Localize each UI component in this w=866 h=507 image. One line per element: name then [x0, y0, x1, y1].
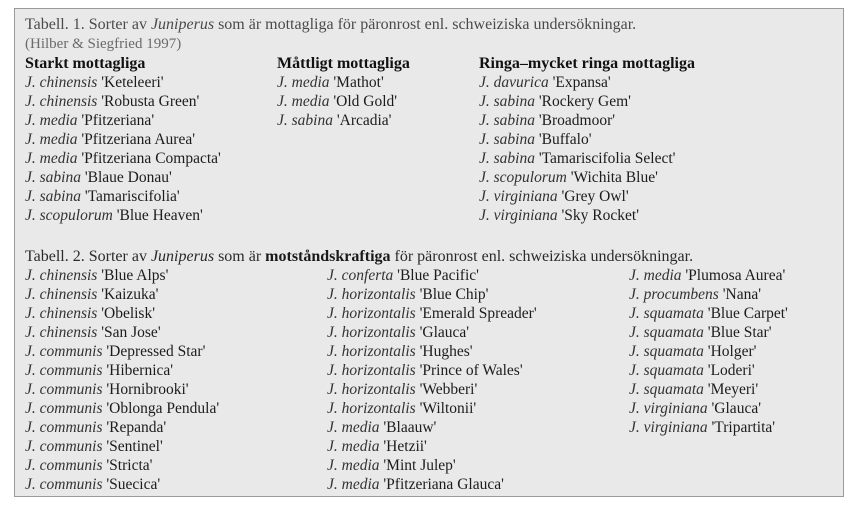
- cultivar-name: 'Plumosa Aurea': [685, 267, 786, 284]
- juniperus-tables-panel: [14, 8, 844, 497]
- list-item: [277, 111, 410, 130]
- cultivar-name: 'Blue Pacific': [397, 267, 479, 284]
- column-header: Måttligt mottagliga: [277, 55, 410, 72]
- species-name: J. sabina: [479, 112, 535, 129]
- list-item: [25, 92, 221, 111]
- cultivar-name: 'Buffalo': [538, 131, 592, 148]
- cultivar-name: 'Loderi': [707, 362, 755, 379]
- table1-citation: (Hilber & Siegfried 1997): [25, 36, 182, 52]
- cultivar-name: 'Glauca': [711, 400, 761, 417]
- cultivar-name: 'Blaue Donau': [84, 169, 172, 186]
- list-item: [327, 456, 537, 475]
- species-name: J. sabina: [479, 150, 535, 167]
- list-item: [629, 399, 788, 418]
- cultivar-name: 'Pfitzeriana Compacta': [81, 150, 221, 167]
- cultivar-name: 'Wiltonii': [419, 400, 477, 417]
- species-name: J. horizontalis: [327, 305, 416, 322]
- list-item: [327, 418, 537, 437]
- species-name: J. media: [25, 131, 78, 148]
- cultivar-name: 'Webberi': [419, 381, 478, 398]
- species-name: J. virginiana: [629, 419, 708, 436]
- list-item: [629, 361, 788, 380]
- cultivar-name: 'Mathot': [333, 74, 384, 91]
- list-item: [25, 168, 221, 187]
- species-name: J. squamata: [629, 324, 704, 341]
- cultivar-name: 'Hetzii': [383, 438, 427, 455]
- species-name: J. sabina: [25, 169, 81, 186]
- cultivar-name: 'Keteleeri': [101, 74, 164, 91]
- species-name: J. davurica: [479, 74, 549, 91]
- list-item: [629, 418, 788, 437]
- species-name: J. chinensis: [25, 286, 98, 303]
- table1-caption-suffix: som är mottagliga för päronrost enl. schweiziska undersökningar.: [214, 16, 637, 33]
- list-item: [327, 304, 537, 323]
- cultivar-name: 'Sentinel': [106, 438, 163, 455]
- table1-caption-genus: Juniperus: [150, 16, 215, 33]
- species-name: J. communis: [25, 381, 103, 398]
- list-item: [327, 285, 537, 304]
- list-item: [479, 206, 695, 225]
- cultivar-name: 'Blue Chip': [419, 286, 489, 303]
- table2-caption-prefix: Tabell. 2. Sorter av: [25, 248, 151, 265]
- cultivar-name: 'Kaizuka': [101, 286, 159, 303]
- species-name: J. communis: [25, 476, 103, 493]
- species-name: J. virginiana: [479, 207, 558, 224]
- list-item: [327, 399, 537, 418]
- species-name: J. communis: [25, 438, 103, 455]
- species-name: J. scopulorum: [479, 169, 567, 186]
- cultivar-name: 'Meyeri': [707, 381, 759, 398]
- list-item: [327, 437, 537, 456]
- species-name: J. media: [327, 457, 380, 474]
- list-item: [277, 92, 410, 111]
- species-name: J. communis: [25, 400, 103, 417]
- species-name: J. communis: [25, 457, 103, 474]
- species-name: J. conferta: [327, 267, 394, 284]
- species-name: J. communis: [25, 343, 103, 360]
- list-item: [629, 285, 788, 304]
- table2-column-3: [629, 266, 788, 437]
- list-item: [629, 304, 788, 323]
- species-name: J. chinensis: [25, 93, 98, 110]
- table1-column-strongly-susceptible: [25, 54, 221, 225]
- list-item: [25, 73, 221, 92]
- species-name: J. virginiana: [629, 400, 708, 417]
- table2-caption-bold: motståndskraftiga: [265, 248, 391, 265]
- list-item: [25, 111, 221, 130]
- species-name: J. media: [327, 438, 380, 455]
- column-header: Starkt mottagliga: [25, 55, 146, 72]
- list-item: [629, 380, 788, 399]
- cultivar-name: 'Rockery Gem': [538, 93, 631, 110]
- cultivar-name: 'Emerald Spreader': [419, 305, 537, 322]
- species-name: J. horizontalis: [327, 324, 416, 341]
- list-item: [479, 168, 695, 187]
- cultivar-name: 'Broadmoor': [538, 112, 616, 129]
- table1-caption-prefix: Tabell. 1. Sorter av: [25, 16, 151, 33]
- list-item: [25, 130, 221, 149]
- list-item: [25, 418, 219, 437]
- species-name: J. media: [25, 150, 78, 167]
- cultivar-name: 'Expansa': [552, 74, 611, 91]
- cultivar-name: 'Holger': [707, 343, 757, 360]
- list-item: [479, 130, 695, 149]
- cultivar-name: 'Glauca': [419, 324, 470, 341]
- list-item: [25, 266, 219, 285]
- species-name: J. chinensis: [25, 324, 98, 341]
- list-item: [25, 323, 219, 342]
- cultivar-name: 'Blue Carpet': [707, 305, 788, 322]
- species-name: J. communis: [25, 362, 103, 379]
- table2-caption-genus: Juniperus: [150, 248, 215, 265]
- list-item: [25, 285, 219, 304]
- species-name: J. sabina: [479, 93, 535, 110]
- list-item: [25, 187, 221, 206]
- cultivar-name: 'Repanda': [106, 419, 167, 436]
- cultivar-name: 'Old Gold': [333, 93, 398, 110]
- cultivar-name: 'Robusta Green': [101, 93, 200, 110]
- cultivar-name: 'Tamariscifolia Select': [538, 150, 676, 167]
- species-name: J. communis: [25, 419, 103, 436]
- table1-caption: [25, 15, 636, 34]
- cultivar-name: 'Depressed Star': [106, 343, 206, 360]
- cultivar-name: 'Arcadia': [336, 112, 392, 129]
- list-item: [327, 342, 537, 361]
- list-item: [25, 399, 219, 418]
- species-name: J. media: [277, 74, 330, 91]
- cultivar-name: 'Prince of Wales': [419, 362, 523, 379]
- list-item: [25, 304, 219, 323]
- species-name: J. virginiana: [479, 188, 558, 205]
- table2-column-2: [327, 266, 537, 494]
- cultivar-name: 'Tripartita': [711, 419, 776, 436]
- list-item: [25, 456, 219, 475]
- list-item: [25, 380, 219, 399]
- species-name: J. horizontalis: [327, 400, 416, 417]
- table2-caption-middle: som är: [214, 248, 266, 265]
- species-name: J. media: [25, 112, 78, 129]
- cultivar-name: 'Hughes': [419, 343, 473, 360]
- cultivar-name: 'Oblonga Pendula': [106, 400, 220, 417]
- list-item: [629, 266, 788, 285]
- table2-caption: [25, 247, 693, 266]
- table1-column-low-susceptible: [479, 54, 695, 225]
- species-name: J. sabina: [277, 112, 333, 129]
- list-item: [277, 73, 410, 92]
- cultivar-name: 'Pfitzeriana Glauca': [383, 476, 504, 493]
- list-item: [479, 149, 695, 168]
- list-item: [479, 92, 695, 111]
- list-item: [479, 187, 695, 206]
- cultivar-name: 'Stricta': [106, 457, 153, 474]
- cultivar-name: 'San Jose': [101, 324, 161, 341]
- list-item: [327, 380, 537, 399]
- species-name: J. scopulorum: [25, 207, 113, 224]
- table2-column-1: [25, 266, 219, 494]
- cultivar-name: 'Wichita Blue': [570, 169, 658, 186]
- species-name: J. chinensis: [25, 74, 98, 91]
- cultivar-name: 'Hibernica': [106, 362, 174, 379]
- cultivar-name: 'Obelisk': [101, 305, 156, 322]
- list-item: [25, 149, 221, 168]
- list-item: [25, 206, 221, 225]
- species-name: J. horizontalis: [327, 381, 416, 398]
- species-name: J. squamata: [629, 305, 704, 322]
- list-item: [479, 111, 695, 130]
- list-item: [25, 475, 219, 494]
- species-name: J. squamata: [629, 381, 704, 398]
- species-name: J. media: [629, 267, 682, 284]
- species-name: J. horizontalis: [327, 343, 416, 360]
- species-name: J. media: [327, 476, 380, 493]
- species-name: J. chinensis: [25, 305, 98, 322]
- cultivar-name: 'Mint Julep': [383, 457, 456, 474]
- list-item: [479, 73, 695, 92]
- table1-column-moderately-susceptible: [277, 54, 410, 130]
- list-item: [327, 361, 537, 380]
- cultivar-name: 'Blaauw': [383, 419, 437, 436]
- cultivar-name: 'Blue Alps': [101, 267, 169, 284]
- species-name: J. horizontalis: [327, 286, 416, 303]
- list-item: [25, 342, 219, 361]
- list-item: [327, 266, 537, 285]
- species-name: J. chinensis: [25, 267, 98, 284]
- cultivar-name: 'Nana': [722, 286, 761, 303]
- species-name: J. squamata: [629, 343, 704, 360]
- species-name: J. sabina: [25, 188, 81, 205]
- cultivar-name: 'Blue Star': [707, 324, 772, 341]
- list-item: [629, 342, 788, 361]
- list-item: [629, 323, 788, 342]
- species-name: J. sabina: [479, 131, 535, 148]
- species-name: J. media: [327, 419, 380, 436]
- species-name: J. horizontalis: [327, 362, 416, 379]
- list-item: [327, 475, 537, 494]
- cultivar-name: 'Blue Heaven': [116, 207, 203, 224]
- list-item: [25, 361, 219, 380]
- cultivar-name: 'Hornibrooki': [106, 381, 189, 398]
- list-item: [327, 323, 537, 342]
- species-name: J. squamata: [629, 362, 704, 379]
- list-item: [25, 437, 219, 456]
- table2-caption-suffix: för päronrost enl. schweiziska undersökningar.: [390, 248, 694, 265]
- cultivar-name: 'Pfitzeriana Aurea': [81, 131, 195, 148]
- cultivar-name: 'Tamariscifolia': [84, 188, 180, 205]
- cultivar-name: 'Pfitzeriana': [81, 112, 155, 129]
- cultivar-name: 'Sky Rocket': [561, 207, 640, 224]
- species-name: J. media: [277, 93, 330, 110]
- cultivar-name: 'Suecica': [106, 476, 161, 493]
- column-header: Ringa–mycket ringa mottagliga: [479, 55, 695, 72]
- cultivar-name: 'Grey Owl': [561, 188, 629, 205]
- species-name: J. procumbens: [629, 286, 719, 303]
